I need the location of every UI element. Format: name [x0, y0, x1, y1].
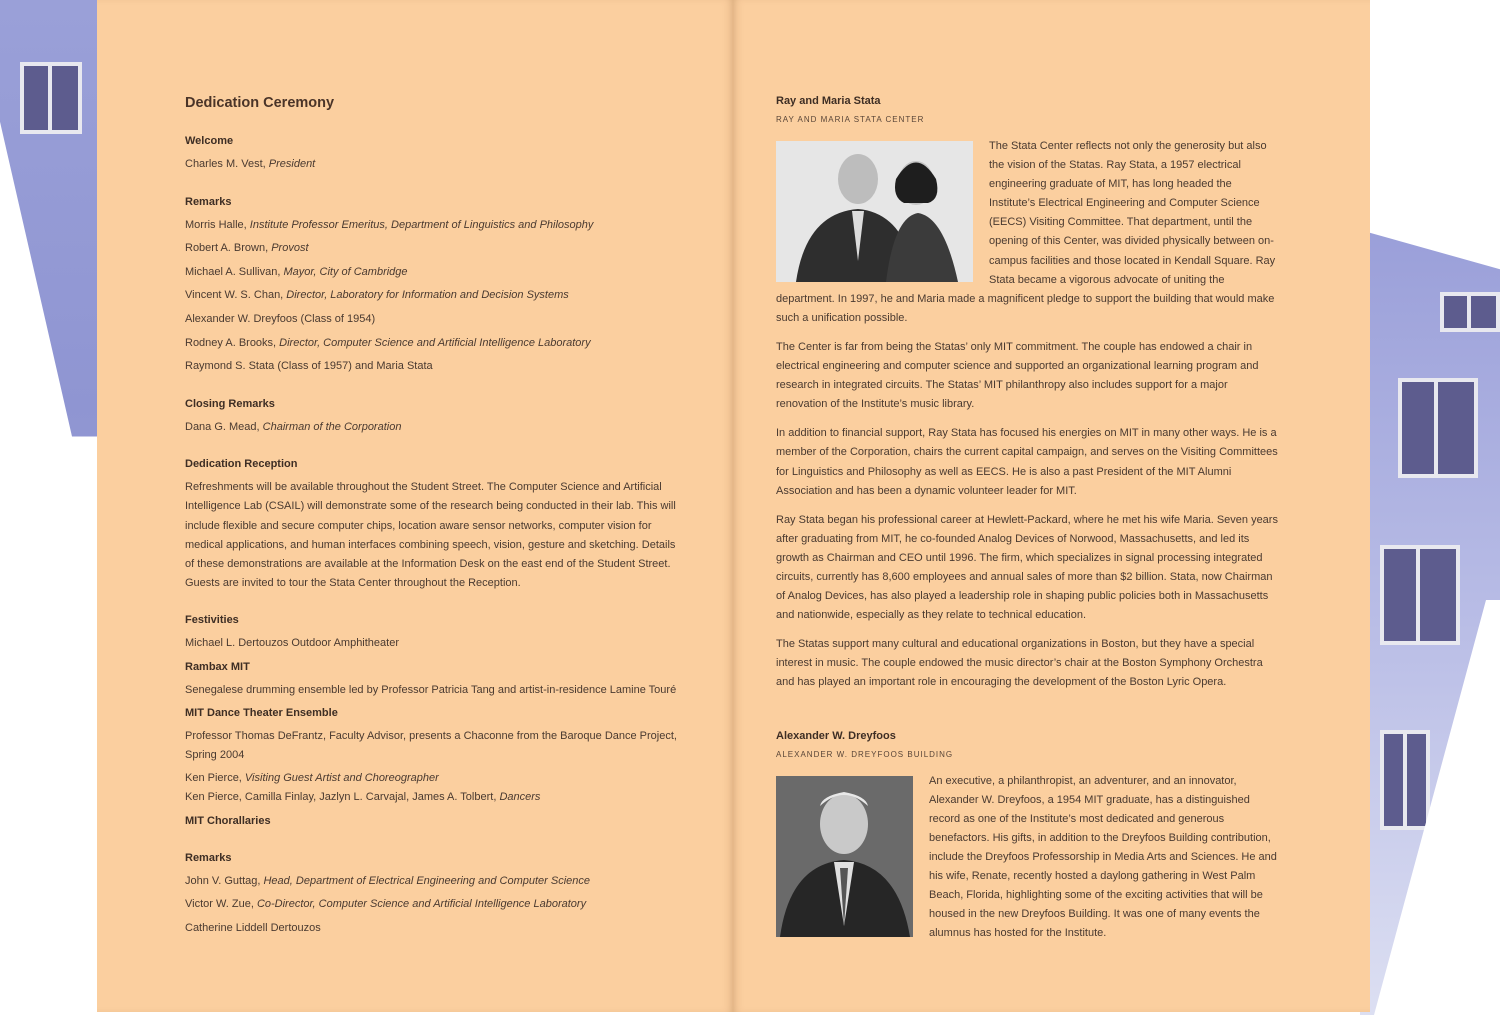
stata-paragraph-2: The Center is far from being the Statas’ only MIT commitment. The couple has endowed a chair in electrical engineering and computer science and supported an organizational learning program and research in integrated circuits. The Statas’ MIT philanthropy also includes support for a major renovation of the Institute’s music library. — [776, 340, 1259, 411]
stata-couple-photo-icon — [776, 141, 973, 282]
reception-paragraph: Refreshments will be available throughout the Student Street. The Computer Science and Artificial Intelligence Lab (CSAIL) will demonstrate some of the research being conducted in their lab. This will include flexible and secure computer chips, location aware sensor networks, computer vision for medical applications, and human interfaces combining speech, vision, gesture and sketching. Details of these demonstrations are available at the Information Desk on the east end of the Student Street. Guests are invited to tour the Stata Center throughout the Reception. — [185, 481, 676, 589]
program-line: Robert A. Brown, Provost — [185, 242, 309, 255]
section-heading: Remarks — [185, 195, 232, 208]
biography-column — [776, 92, 1280, 953]
program-line: Dana G. Mead, Chairman of the Corporation — [185, 420, 402, 433]
section-welcome — [185, 132, 685, 174]
program-line: Rodney A. Brooks, Director, Computer Science and Artificial Intelligence Laboratory — [185, 336, 591, 349]
program-line: Ken Pierce, Visiting Guest Artist and Choreographer — [185, 772, 439, 785]
dreyfoos-photo — [776, 776, 913, 937]
dreyfoos-portrait-photo-icon — [776, 776, 913, 937]
performer-description: Senegalese drumming ensemble led by Professor Patricia Tang and artist-in-residence Lamine Touré — [185, 683, 677, 696]
program-line: Vincent W. S. Chan, Director, Laboratory for Information and Decision Systems — [185, 289, 569, 302]
background-window — [1398, 378, 1478, 478]
section-heading: Remarks — [185, 851, 232, 864]
section-heading: Dedication Reception — [185, 458, 298, 471]
program-column — [185, 92, 685, 943]
background-window — [1380, 730, 1430, 830]
program-line: Raymond S. Stata (Class of 1957) and Maria Stata — [185, 360, 433, 373]
performer-heading: Rambax MIT — [185, 660, 250, 673]
performer-heading: MIT Dance Theater Ensemble — [185, 707, 338, 720]
background-window — [1440, 292, 1500, 332]
section-heading: Welcome — [185, 135, 234, 147]
background-window — [20, 62, 82, 134]
performer-description: Professor Thomas DeFrantz, Faculty Advisor, presents a Chaconne from the Baroque Dance Project, Spring 2004 — [185, 730, 677, 762]
background-window — [1380, 545, 1460, 645]
program-line: Ken Pierce, Camilla Finlay, Jazlyn L. Carvajal, James A. Tolbert, Dancers — [185, 791, 541, 804]
program-line: Charles M. Vest, President — [185, 158, 316, 170]
background-white-right — [1370, 0, 1500, 240]
section-remarks-2 — [185, 849, 685, 938]
stata-paragraph-5: The Statas support many cultural and educational organizations in Boston, but they have a special interest in music. The couple endowed the music director’s chair at the Boston Symphony Orchestra and has played an important role in encouraging the development of the Boston Lyric Opera. — [776, 638, 1263, 689]
program-line: Catherine Liddell Dertouzos — [185, 922, 321, 935]
section-closing-remarks — [185, 395, 685, 437]
section-remarks — [185, 193, 685, 377]
festivities-location: Michael L. Dertouzos Outdoor Amphitheater — [185, 636, 400, 649]
right-page — [733, 0, 1370, 1012]
program-line: John V. Guttag, Head, Department of Electrical Engineering and Computer Science — [185, 874, 590, 887]
left-page — [97, 0, 733, 1012]
dreyfoos-heading: Alexander W. Dreyfoos — [776, 729, 896, 742]
program-line: Alexander W. Dreyfoos (Class of 1954) — [185, 312, 376, 325]
section-heading: Festivities — [185, 613, 239, 626]
stata-photo — [776, 141, 973, 282]
section-reception — [185, 455, 685, 593]
stata-paragraph-3: In addition to financial support, Ray Stata has focused his energies on MIT in many other ways. He is a member of the Corporation, chairs the current capital campaign, and serves on the Visiting Committees for Linguistics and Philosophy as well as EECS. He is also a past President of the MIT Alumni Association and has been a dynamic volunteer leader for MIT. — [776, 427, 1278, 497]
dreyfoos-paragraph: An executive, a philanthropist, an adventurer, and an innovator, Alexander W. Dreyfoos, a 1954 MIT graduate, has a distinguished record as one of the Institute’s most dedicated and generous benefactors. His gifts, in addition to the Dreyfoos Building contribution, include the Dreyfoos Professorship in Media Arts and Sciences. He and his wife, Renate, recently hosted a daylong gathering in West Palm Beach, Florida, highlighting some of the exciting activities that will be housed in the new Dreyfoos Building. It was one of many events the alumnus has hosted for the Institute. — [929, 774, 1277, 940]
performer-heading: MIT Chorallaries — [185, 814, 271, 827]
program-line: Victor W. Zue, Co-Director, Computer Science and Artificial Intelligence Laboratory — [185, 898, 587, 911]
program-line: Morris Halle, Institute Professor Emeritus, Department of Linguistics and Philosophy — [185, 218, 594, 231]
stata-paragraph-4: Ray Stata began his professional career at Hewlett-Packard, where he met his wife Maria. Seven years after graduating from MIT, he co-founded Analog Devices of Norwood, Massachusetts, and led its growth as Chairman and CEO until 1996. The firm, which specializes in signal processing integrated circuits, currently has 8,600 employees and annual sales of more than $2 billion. Stata, now Chairman of Analog Devices, has also played a leadership role in shaping public policies both in Massachusetts and nationwide, especially as they relate to technical education. — [776, 513, 1278, 622]
dreyfoos-subheading: ALEXANDER W. DREYFOOS BUILDING — [776, 749, 954, 759]
stata-paragraph-1: The Stata Center reflects not only the generosity but also the vision of the Statas. Ray Stata, a 1957 electrical engineering graduate of MIT, has long headed the Institute’s Electrical Engineering and Computer Science (EECS) Visiting Committee. That department, until the opening of this Center, was divided physically between on-campus facilities and those located in Kendall Square. Ray Stata became a vigorous advocate of uniting the department. In 1997, he and Maria made a magnificent pledge to support the building that would make such a unification possible. — [776, 140, 1276, 324]
stata-subheading: RAY AND MARIA STATA CENTER — [776, 115, 925, 124]
stata-heading: Ray and Maria Stata — [776, 95, 881, 107]
program-line: Michael A. Sullivan, Mayor, City of Cambridge — [185, 265, 408, 278]
page-title: Dedication Ceremony — [185, 95, 335, 111]
section-festivities — [185, 611, 685, 831]
section-heading: Closing Remarks — [185, 397, 275, 410]
